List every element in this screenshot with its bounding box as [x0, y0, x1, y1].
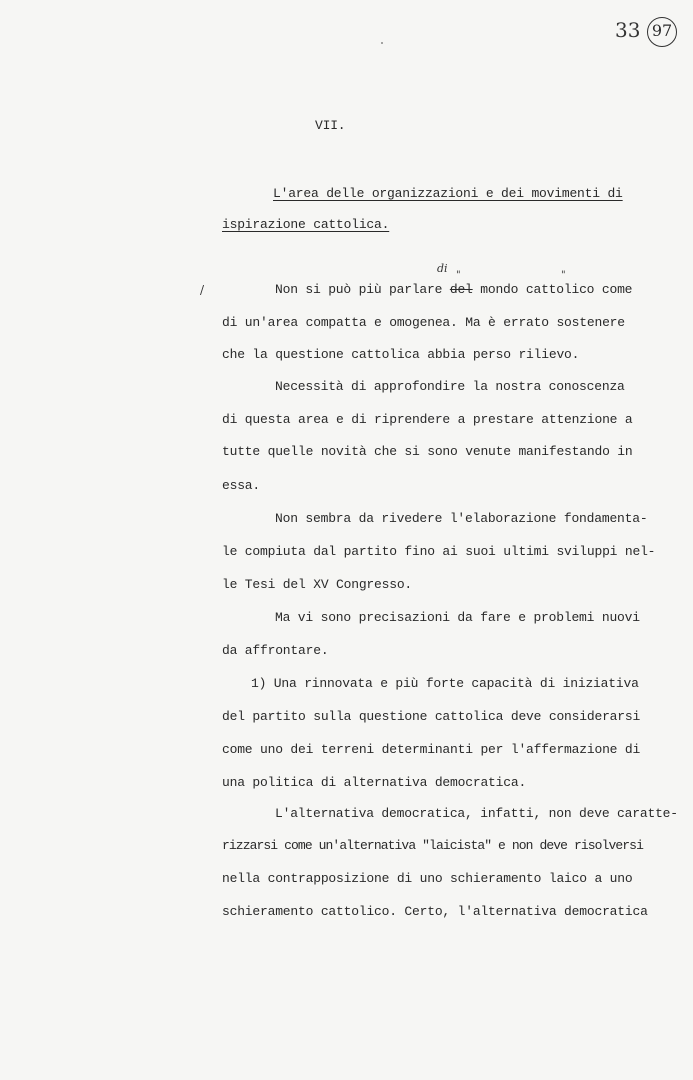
body-line: una politica di alternativa democratica.: [222, 775, 527, 790]
body-line: essa.: [222, 478, 261, 493]
circled-page-number-text: 97: [651, 21, 673, 40]
body-line: le Tesi del XV Congresso.: [222, 577, 413, 592]
body-line: che la questione cattolica abbia perso rilievo.: [222, 347, 580, 362]
handwritten-quote-1: ": [456, 270, 461, 281]
body-line: del partito sulla questione cattolica deve considerarsi: [222, 709, 641, 724]
body-line: di un'area compatta e omogenea. Ma è errato sostenere: [222, 315, 625, 330]
handwritten-correction: di: [437, 262, 448, 275]
body-line: da affrontare.: [222, 643, 329, 658]
body-line: di questa area e di riprendere a prestare attenzione a: [222, 412, 633, 427]
section-numeral: VII.: [315, 118, 346, 133]
handwritten-quote-2: ": [561, 270, 566, 281]
circled-page-number: [647, 17, 677, 47]
body-line: Ma vi sono precisazioni da fare e problemi nuovi: [275, 610, 640, 625]
body-line: schieramento cattolico. Certo, l'alternativa democratica: [222, 904, 648, 919]
body-line: 1) Una rinnovata e più forte capacità di iniziativa: [251, 676, 639, 691]
body-line: rizzarsi come un'alternativa "laicista" e non deve risolversi: [222, 838, 643, 853]
section-title-line-2: ispirazione cattolica.: [222, 217, 390, 232]
body-line: L'alternativa democratica, infatti, non deve caratte-: [275, 806, 678, 821]
body-line: nella contrapposizione di uno schieramento laico a uno: [222, 871, 633, 886]
body-line: [275, 282, 632, 298]
body-text: mondo cattolico come: [472, 282, 633, 297]
body-line: Non sembra da rivedere l'elaborazione fondamenta-: [275, 511, 648, 526]
section-title-line-1: L'area delle organizzazioni e dei movimenti di: [273, 186, 623, 201]
handwritten-page-number: 33: [615, 18, 641, 42]
margin-mark: /: [200, 283, 205, 297]
body-line: come uno dei terreni determinanti per l'affermazione di: [222, 742, 641, 757]
body-line: le compiuta dal partito fino ai suoi ultimi sviluppi nel-: [222, 544, 656, 559]
speck: [381, 42, 383, 44]
body-line: tutte quelle novità che si sono venute manifestando in: [222, 444, 633, 459]
body-text: Non si può più parlare: [275, 282, 450, 297]
body-line: Necessità di approfondire la nostra conoscenza: [275, 379, 625, 394]
struck-word: del: [449, 282, 473, 297]
